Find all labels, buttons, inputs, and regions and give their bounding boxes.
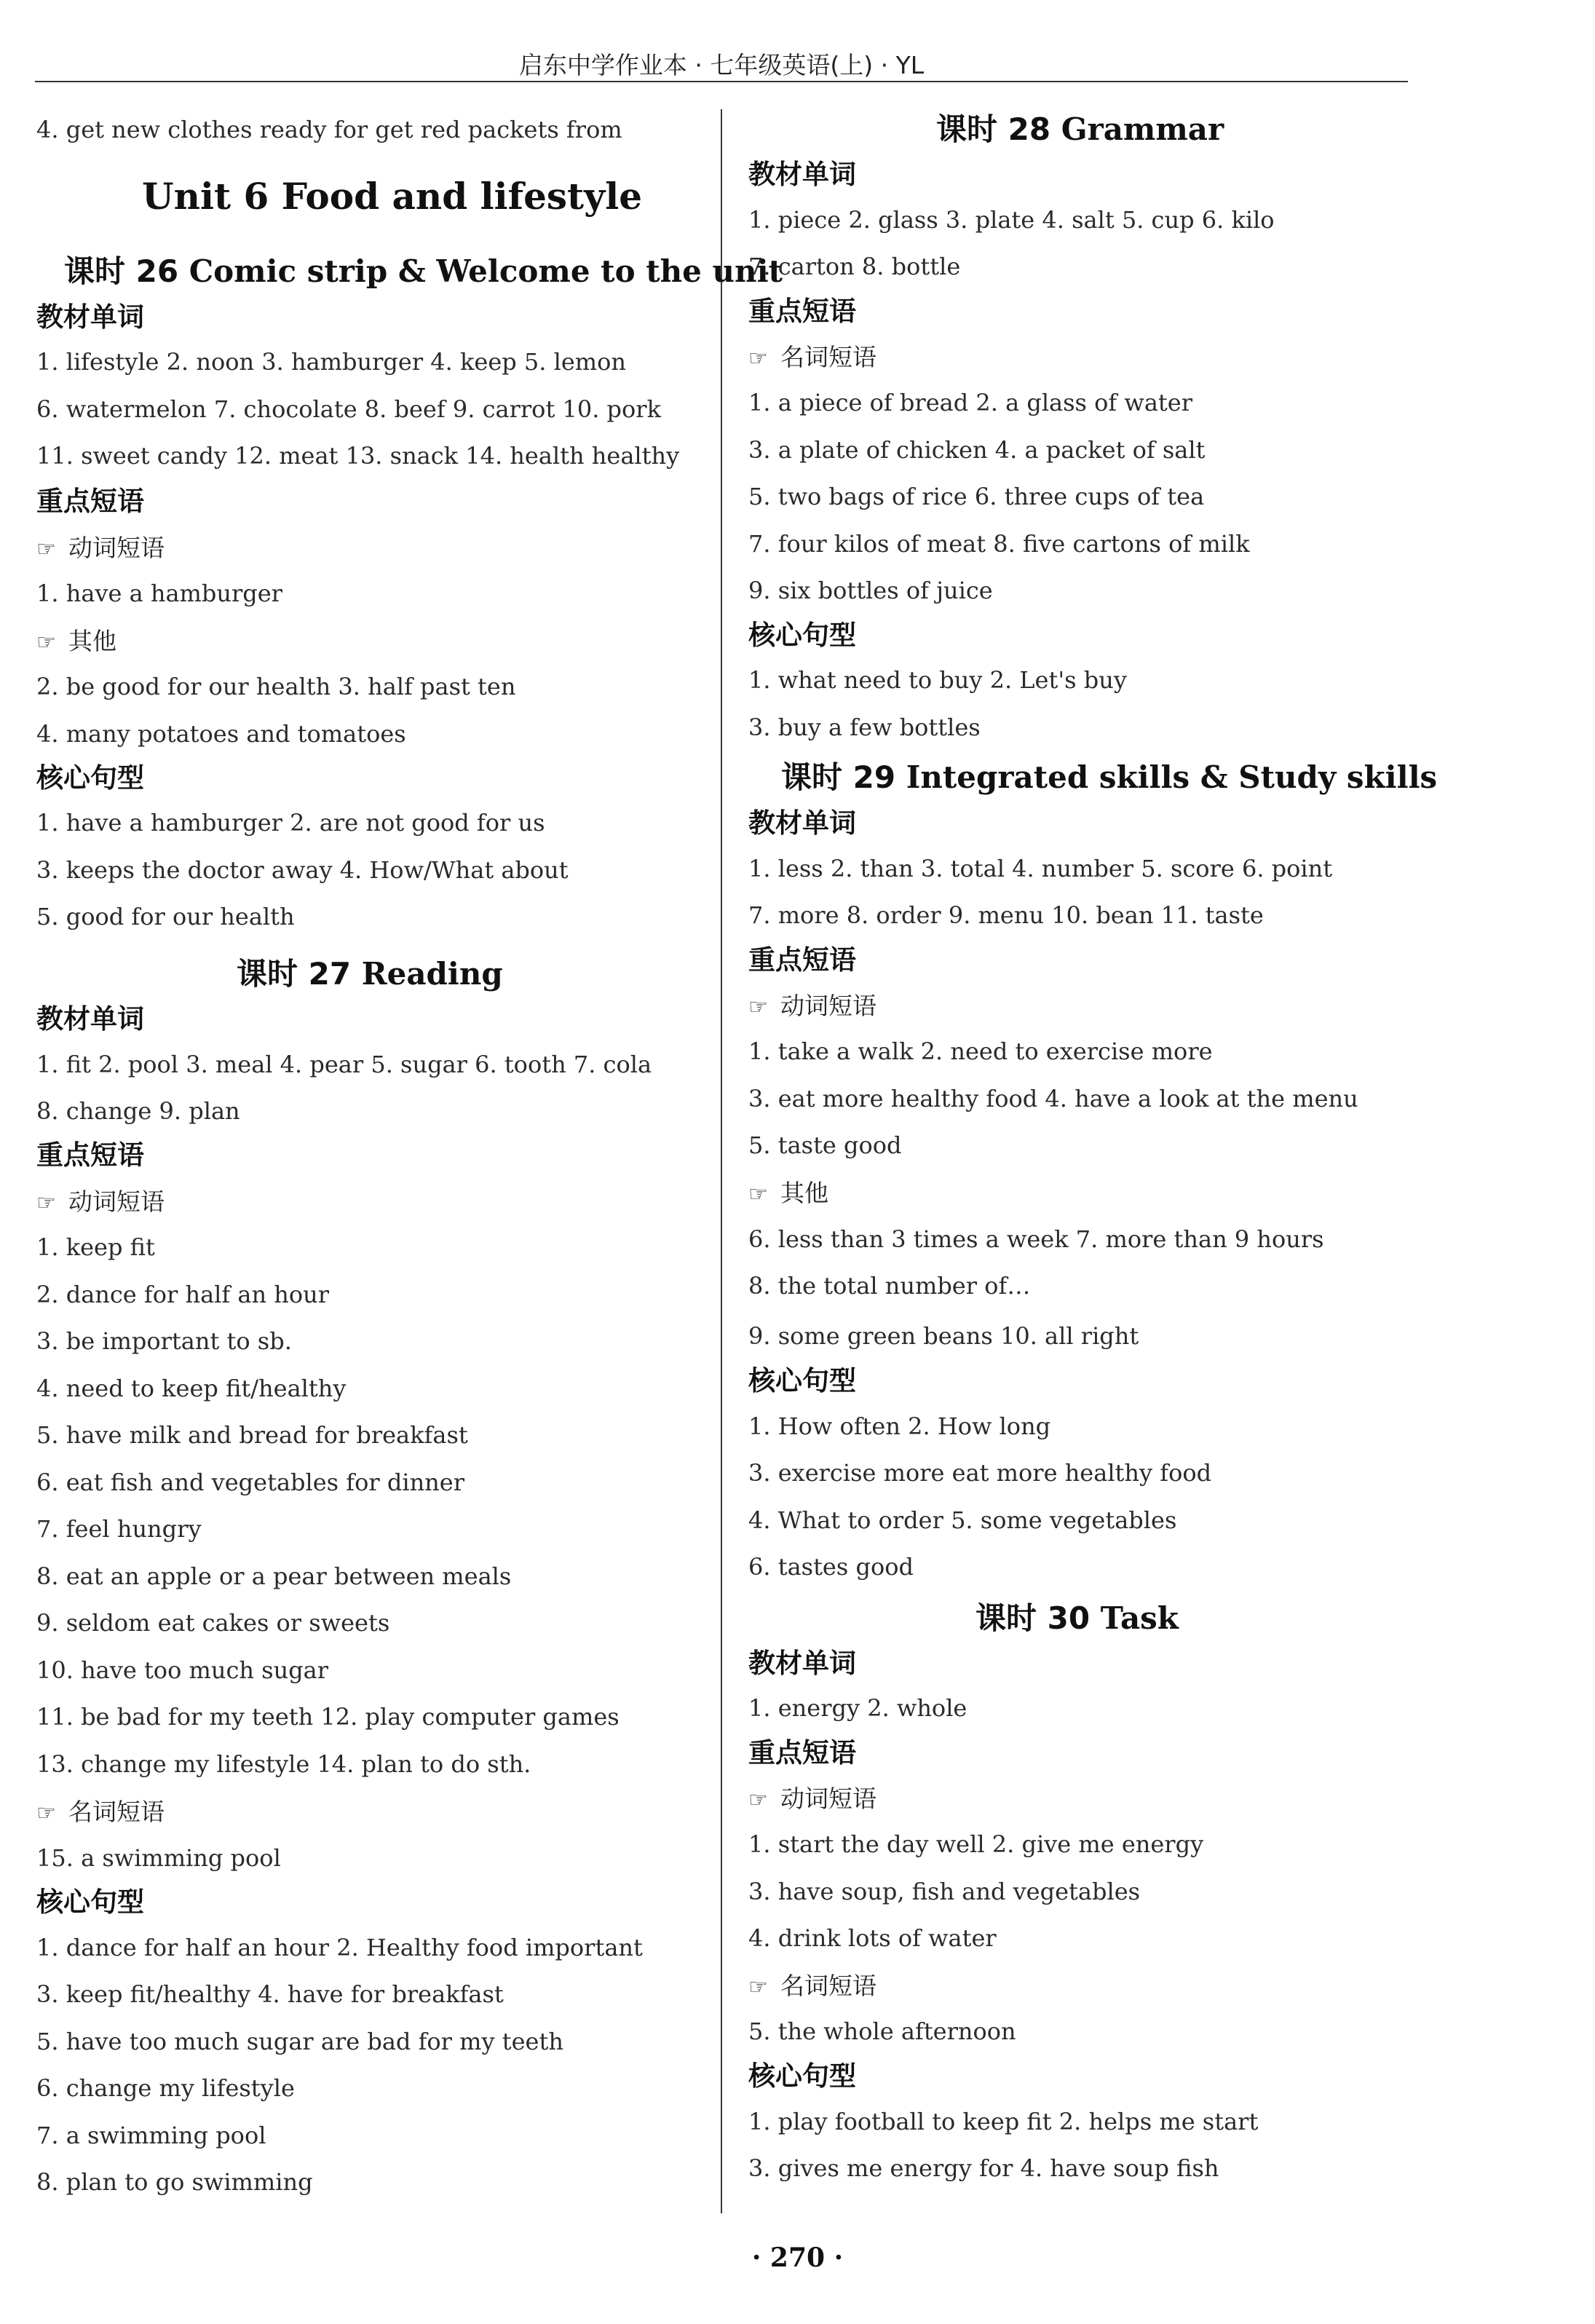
list-item: 3. have soup, fish and vegetables (748, 1878, 1141, 1905)
subheading (748, 1178, 828, 1210)
vocab-heading: 教材单词 (36, 301, 144, 333)
list-item: 5. have too much sugar are bad for my teeth (36, 2028, 563, 2055)
subheading (36, 1187, 165, 1219)
pointing-hand-icon: ☞ (748, 1787, 768, 1813)
list-item: 7. a swimming pool (36, 2122, 266, 2149)
list-item: 8. eat an apple or a pear between meals (36, 1562, 512, 1590)
lesson-26-title (64, 253, 783, 290)
list-item: 5. the whole afternoon (748, 2017, 1016, 2045)
list-item: 1. keep fit (36, 1233, 155, 1261)
list-item: 3. eat more healthy food 4. have a look at the menu (748, 1085, 1358, 1112)
list-item: 7. feel hungry (36, 1515, 202, 1543)
subheading-label: 动词短语 (68, 1187, 165, 1216)
lesson-number: 课时 28 (936, 111, 1051, 147)
sentences-heading: 核心句型 (748, 2060, 856, 2092)
lesson-name: Comic strip & Welcome to the unit (189, 253, 783, 289)
list-item: 11. be bad for my teeth 12. play computer games (36, 1703, 620, 1731)
column-divider (721, 109, 722, 2213)
list-item: 6. eat fish and vegetables for dinner (36, 1469, 465, 1496)
list-item: 3. keep fit/healthy 4. have for breakfast (36, 1980, 504, 2008)
list-item: 1. what need to buy 2. Let's buy (748, 666, 1127, 694)
list-item: 5. two bags of rice 6. three cups of tea (748, 483, 1205, 510)
list-item: 2. be good for our health 3. half past ten (36, 673, 516, 700)
list-item: 1. have a hamburger (36, 580, 282, 607)
list-item: 7. more 8. order 9. menu 10. bean 11. taste (748, 901, 1264, 929)
list-item: 1. lifestyle 2. noon 3. hamburger 4. keep 5. lemon (36, 348, 627, 376)
list-item: 3. buy a few bottles (748, 714, 981, 741)
lesson-name: Grammar (1061, 111, 1224, 147)
lesson-number: 课时 26 (64, 253, 179, 289)
lesson-name: Reading (361, 956, 503, 992)
subheading (748, 1784, 876, 1816)
pointing-hand-icon: ☞ (36, 1801, 56, 1826)
subheading-label: 名词短语 (780, 1972, 876, 2000)
lesson-number: 课时 27 (237, 956, 352, 992)
list-item: 1. dance for half an hour 2. Healthy food important (36, 1934, 643, 1961)
list-item: 5. good for our health (36, 903, 295, 930)
subheading-label: 动词短语 (780, 1784, 876, 1813)
list-item: 1. take a walk 2. need to exercise more (748, 1038, 1213, 1065)
phrases-heading: 重点短语 (748, 944, 856, 976)
subheading (748, 991, 876, 1023)
list-item: 4. many potatoes and tomatoes (36, 720, 406, 748)
page-number: · 270 · (751, 2242, 844, 2273)
list-item: 4. What to order 5. some vegetables (748, 1506, 1177, 1534)
list-item: 10. have too much sugar (36, 1656, 329, 1684)
lesson-27-title (237, 955, 503, 993)
list-item: 3. exercise more eat more healthy food (748, 1459, 1212, 1487)
list-item: 1. How often 2. How long (748, 1412, 1051, 1440)
list-item: 1. start the day well 2. give me energy (748, 1830, 1204, 1858)
list-item: 4. drink lots of water (748, 1924, 997, 1952)
list-item: 6. tastes good (748, 1553, 914, 1581)
subheading (748, 1971, 876, 2003)
list-item: 1. piece 2. glass 3. plate 4. salt 5. cup 6. kilo (748, 206, 1275, 234)
pointing-hand-icon: ☞ (36, 537, 56, 562)
subheading-label: 其他 (68, 627, 116, 655)
phrases-heading: 重点短语 (748, 1737, 856, 1768)
list-item: 5. have milk and bread for breakfast (36, 1421, 468, 1449)
list-item: 9. some green beans 10. all right (748, 1322, 1139, 1350)
page-header (35, 0, 1408, 83)
lesson-30-title (975, 1600, 1179, 1637)
list-item: 1. have a hamburger 2. are not good for us (36, 809, 545, 837)
lesson-name: Integrated skills & Study skills (906, 759, 1438, 795)
list-item: 9. seldom eat cakes or sweets (36, 1609, 390, 1637)
subheading (748, 342, 876, 374)
list-item: 6. less than 3 times a week 7. more than 9 hours (748, 1225, 1324, 1253)
list-item: 7. four kilos of meat 8. five cartons of milk (748, 530, 1250, 558)
list-item: 3. a plate of chicken 4. a packet of salt (748, 436, 1206, 464)
sentences-heading: 核心句型 (36, 762, 144, 794)
list-item: 13. change my lifestyle 14. plan to do sth. (36, 1750, 531, 1778)
list-item: 8. change 9. plan (36, 1097, 240, 1125)
list-item: 1. fit 2. pool 3. meal 4. pear 5. sugar 6. tooth 7. cola (36, 1051, 652, 1078)
list-item: 8. plan to go swimming (36, 2168, 313, 2196)
subheading-label: 名词短语 (780, 343, 876, 371)
list-item: 11. sweet candy 12. meat 13. snack 14. health healthy (36, 442, 680, 470)
list-item: 7. carton 8. bottle (748, 253, 961, 280)
list-item: 6. watermelon 7. chocolate 8. beef 9. carrot 10. pork (36, 395, 661, 423)
intro-line: 4. get new clothes ready for get red packets from (36, 116, 622, 143)
list-item: 2. dance for half an hour (36, 1281, 330, 1308)
pointing-hand-icon: ☞ (36, 630, 56, 655)
subheading (36, 533, 165, 565)
pointing-hand-icon: ☞ (748, 1182, 768, 1207)
lesson-number: 课时 30 (975, 1600, 1091, 1636)
pointing-hand-icon: ☞ (36, 1190, 56, 1216)
list-item: 3. keeps the doctor away 4. How/What about (36, 856, 569, 884)
unit-title: Unit 6 Food and lifestyle (142, 175, 643, 218)
list-item: 1. energy 2. whole (748, 1694, 967, 1722)
lesson-28-title (936, 111, 1224, 149)
list-item: 1. less 2. than 3. total 4. number 5. score 6. point (748, 855, 1333, 882)
phrases-heading: 重点短语 (748, 296, 856, 327)
subheading (36, 1797, 165, 1829)
vocab-heading: 教材单词 (748, 807, 856, 839)
list-item: 15. a swimming pool (36, 1844, 281, 1872)
phrases-heading: 重点短语 (36, 486, 144, 517)
list-item: 9. six bottles of juice (748, 577, 993, 604)
pointing-hand-icon: ☞ (748, 995, 768, 1020)
lesson-29-title (781, 759, 1437, 797)
header-rule (35, 81, 1408, 82)
vocab-heading: 教材单词 (36, 1003, 144, 1035)
list-item: 8. the total number of… (748, 1272, 1031, 1300)
sentences-heading: 核心句型 (748, 1365, 856, 1396)
subheading-label: 动词短语 (68, 534, 165, 562)
subheading-label: 其他 (780, 1179, 828, 1207)
header-title: 启东中学作业本 · 七年级英语(上) · YL (518, 51, 925, 79)
phrases-heading: 重点短语 (36, 1139, 144, 1171)
list-item: 1. play football to keep fit 2. helps me start (748, 2108, 1259, 2135)
sentences-heading: 核心句型 (36, 1886, 144, 1918)
subheading-label: 名词短语 (68, 1798, 165, 1826)
pointing-hand-icon: ☞ (748, 1975, 768, 2000)
list-item: 3. gives me energy for 4. have soup fish (748, 2154, 1219, 2182)
pointing-hand-icon: ☞ (748, 346, 768, 371)
subheading-label: 动词短语 (780, 992, 876, 1020)
vocab-heading: 教材单词 (748, 159, 856, 190)
list-item: 3. be important to sb. (36, 1327, 292, 1355)
subheading (36, 626, 116, 658)
lesson-number: 课时 29 (781, 759, 896, 795)
lesson-name: Task (1100, 1600, 1179, 1636)
list-item: 6. change my lifestyle (36, 2074, 295, 2102)
sentences-heading: 核心句型 (748, 620, 856, 651)
list-item: 4. need to keep fit/healthy (36, 1375, 347, 1402)
list-item: 1. a piece of bread 2. a glass of water (748, 389, 1192, 416)
list-item: 5. taste good (748, 1131, 902, 1159)
vocab-heading: 教材单词 (748, 1648, 856, 1679)
